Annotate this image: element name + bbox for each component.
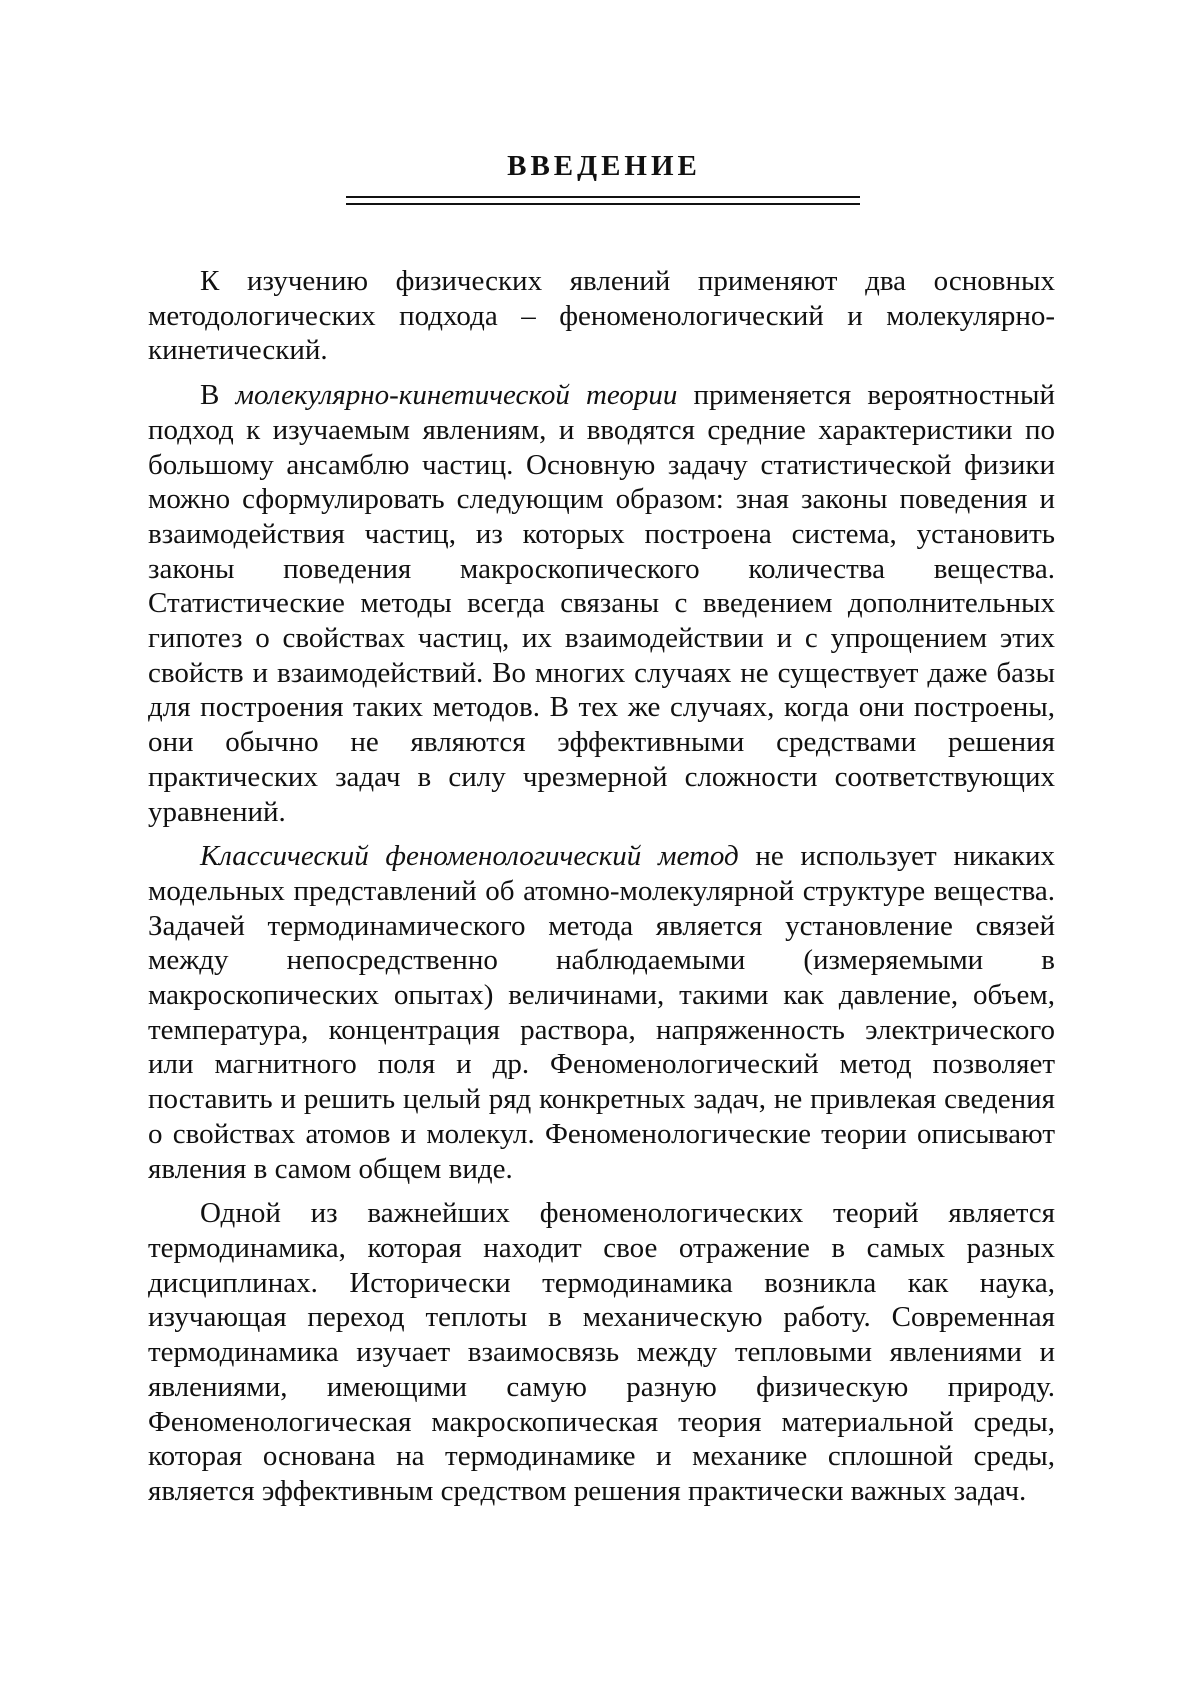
paragraph-3-italic-term: Классический феноменологический метод: [200, 840, 739, 873]
paragraph-3: [148, 839, 1055, 1186]
paragraph-2-text: применяется вероятностный подход к изучаемым явлениям, и вводятся средние характеристики по большому ансамблю частиц. Основную задачу статистической физики можно сформулировать следующим образом: зная законы поведения и взаимодействия частиц, из которых построена система, установить законы поведения макроскопического количества вещества. Статистические методы всегда связаны с введением дополнительных гипотез о свойствах частиц, их взаимодействии и с упрощением этих свойств и взаимодействий. Во многих случаях не существует даже базы для построения таких методов. В тех же случаях, когда они построены, они обычно не являются эффективными средствами решения практических задач в силу чрезмерной сложности соответствующих уравнений.: [148, 379, 1055, 828]
body-text: [148, 264, 1055, 1519]
title-underline-bottom: [346, 203, 860, 205]
paragraph-4: [148, 1196, 1055, 1508]
title-underline-top: [346, 196, 860, 198]
page-title: ВВЕДЕНИЕ: [507, 150, 701, 182]
paragraph-3-text: не использует никаких модельных представлений об атомно-молекулярной структуре вещества. Задачей термодинамического метода является установление связей между непосредственно наблюдаемыми (измеряемыми в макроскопических опытах) величинами, такими как давление, объем, температура, концентрация раствора, напряженность электрического или магнитного поля и др. Феноменологический метод позволяет поставить и решить целый ряд конкретных задач, не привлекая сведения о свойствах атомов и молекул. Феноменологические теории описывают явления в самом общем виде.: [148, 840, 1055, 1185]
paragraph-1: [148, 264, 1055, 368]
paragraph-4-text: Одной из важнейших феноменологических теорий является термодинамика, которая находит свое отражение в самых разных дисциплинах. Исторически термодинамика возникла как наука, изучающая переход теплоты в механическую работу. Современная термодинамика изучает взаимосвязь между тепловыми явлениями и явлениями, имеющими самую разную физическую природу. Феноменологическая макроскопическая теория материальной среды, которая основана на термодинамике и механике сплошной среды, является эффективным средством решения практически важных задач.: [148, 1197, 1055, 1507]
paragraph-2: [148, 378, 1055, 829]
paragraph-2-italic-term: молекулярно-кинетической теории: [235, 379, 678, 412]
paragraph-2-lead: В: [200, 379, 236, 412]
paragraph-1-text: К изучению физических явлений применяют два основных методологических подхода – феноменологический и молекулярно-кинетический.: [148, 265, 1055, 367]
